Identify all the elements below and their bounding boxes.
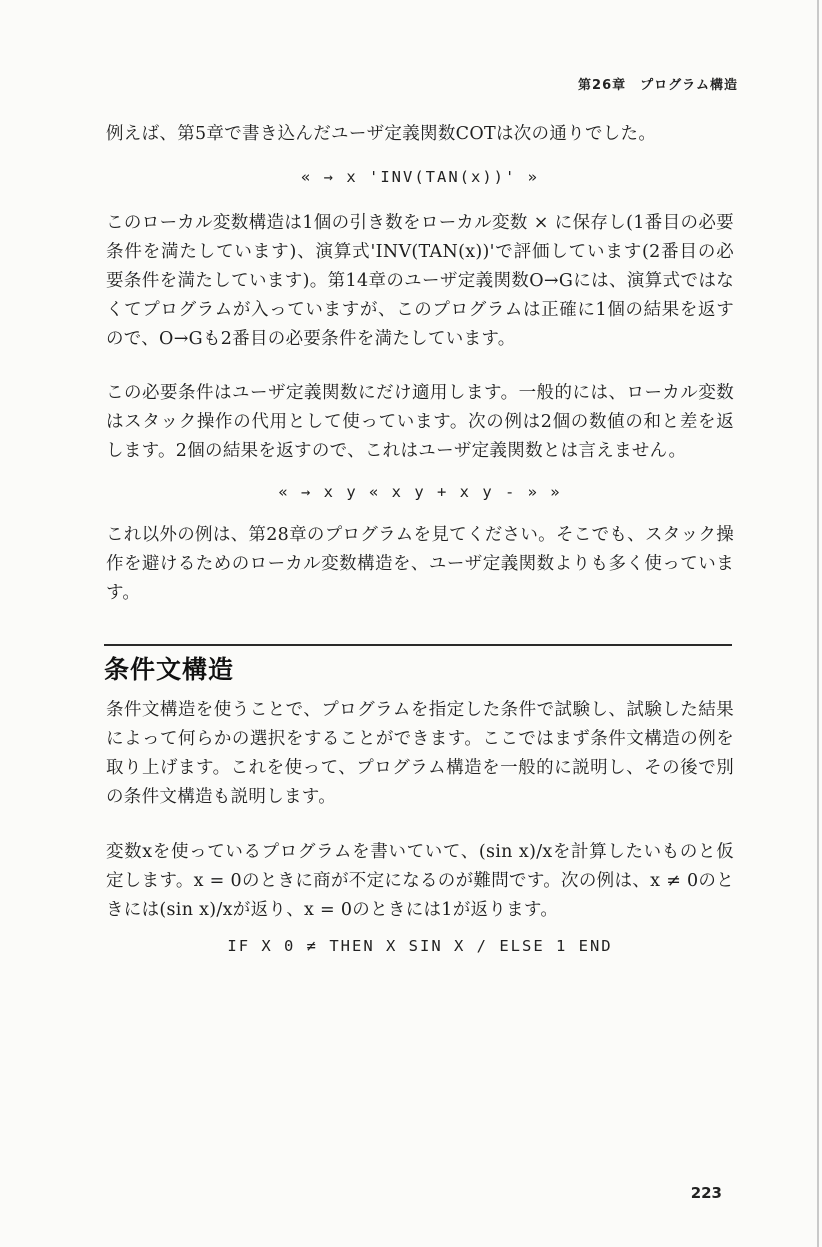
code-example-if-then: IF X 0 ≠ THEN X SIN X / ELSE 1 END — [227, 937, 613, 955]
page-edge — [817, 0, 819, 1247]
running-head: 第26章 プログラム構造 — [578, 78, 738, 93]
section-rule — [104, 644, 732, 646]
page-number: 223 — [690, 1184, 722, 1202]
code-example-sum-diff: « → x y « x y + x y - » » — [278, 483, 562, 501]
code-example-cot: « → x 'INV(TAN(x))' » — [301, 168, 539, 186]
paragraph-intro: 例えば、第5章で書き込んだユーザ定義関数COTは次の通りでした。 — [106, 124, 657, 144]
section-heading: 条件文構造 — [104, 655, 235, 684]
paragraph-conditional: 条件文構造を使うことで、プログラムを指定した条件で試験し、試験した結果によって何らかの選択をすることができます。ここではまず条件文構造の例を取り上げます。これを使って、プログラム構造を一般的に説明し、その後で別の条件文構造も説明します。 — [106, 700, 734, 807]
paragraph-local-variable: このローカル変数構造は1個の引き数をローカル変数 × に保存し(1番目の必要条件を満たしています)、演算式'INV(TAN(x))'で評価しています(2番目の必要条件を満たしています)。第14章のユーザ定義関数O→Gには、演算式ではなくてプログラムが入っていますが、このプログラムは正確に1個の結果を返すので、O→Gも2番目の必要条件を満たしています。 — [106, 213, 734, 349]
paragraph-sin-example: 変数xを使っているプログラムを書いていて、(sin x)/xを計算したいものと仮定します。x = 0のときに商が不定になるのが難問です。次の例は、x ≠ 0のときには(sin x)/xが返り、x = 0のときには1が返ります。 — [106, 842, 734, 920]
paragraph-other-examples: これ以外の例は、第28章のプログラムを見てください。そこでも、スタック操作を避けるためのローカル変数構造を、ユーザ定義関数よりも多く使っています。 — [106, 525, 734, 603]
paragraph-requirement: この必要条件はユーザ定義関数にだけ適用します。一般的には、ローカル変数はスタック操作の代用として使っています。次の例は2個の数値の和と差を返します。2個の結果を返すので、これはユーザ定義関数とは言えません。 — [106, 383, 734, 461]
